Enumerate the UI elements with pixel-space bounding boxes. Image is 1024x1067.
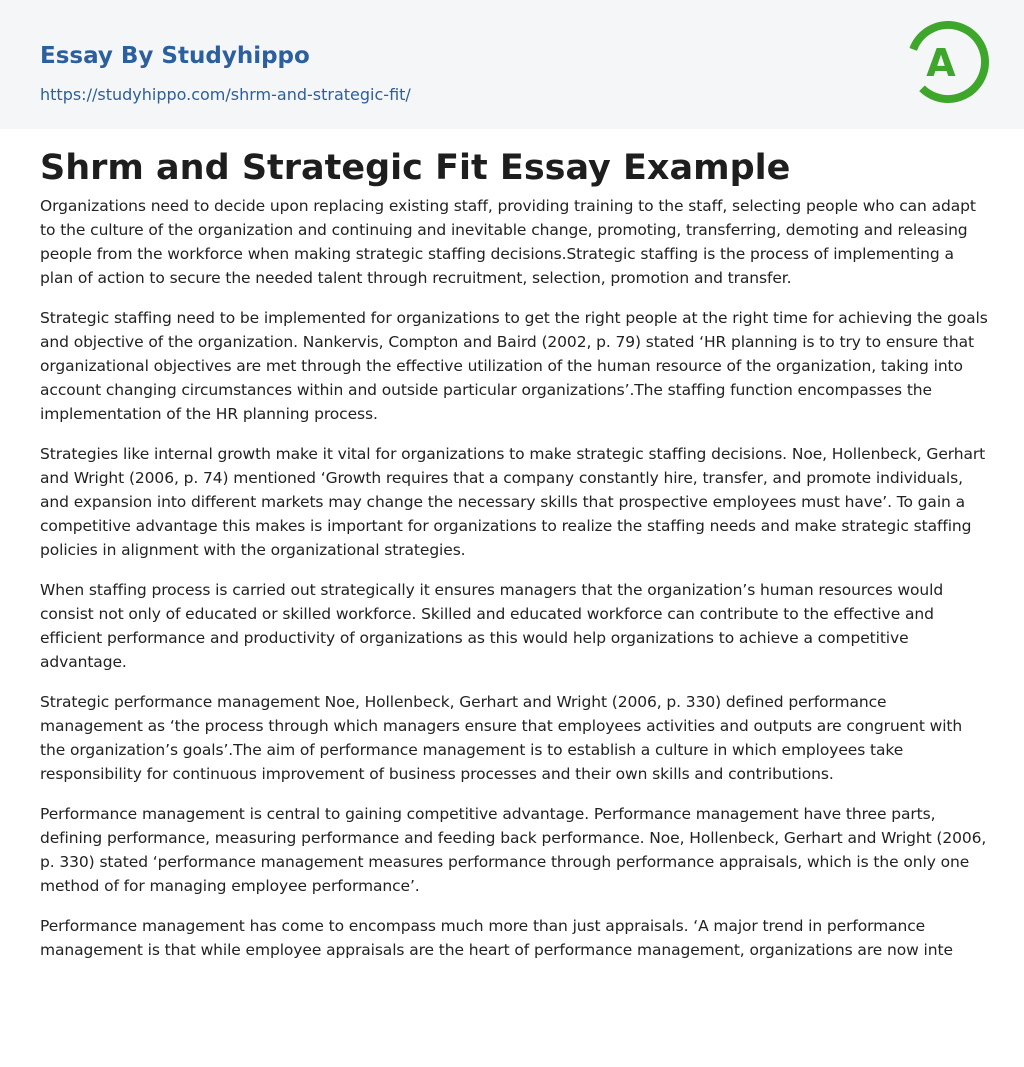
essay-paragraph: When staffing process is carried out strategically it ensures managers that the organization’s human resources would consist not only of educated or skilled workforce. Skilled and educated workforce can contribute to the effective and efficient performance and productivity of organizations as this would help organizations to achieve a competitive advantage. bbox=[40, 581, 944, 671]
essay-paragraph: Strategic staffing need to be implemented for organizations to get the right people at the right time for achieving the goals and objective of the organization. Nankervis, Compton and Baird (2002, p. 79) stated ‘HR planning is to try to ensure that organizational objectives are met through the effective utilization of the human resource of the organization, taking into account changing circumstances within and outside particular organizations’.The staffing function encompasses the implementation of the HR planning process. bbox=[40, 309, 988, 423]
essay-paragraph: Organizations need to decide upon replacing existing staff, providing training to the staff, selecting people who can adapt to the culture of the organization and continuing and inevitable change, promoting, transferring, demoting and releasing people from the workforce when making strategic staffing decisions.Strategic staffing is the process of implementing a plan of action to secure the needed talent through recruitment, selection, promotion and transfer. bbox=[40, 197, 976, 287]
essay-body bbox=[40, 194, 988, 978]
essay-paragraph: Performance management has come to encompass much more than just appraisals. ‘A major trend in performance management is that while employee appraisals are the heart of performance management, organizations are now inte bbox=[40, 917, 953, 959]
page-title: Shrm and Strategic Fit Essay Example bbox=[40, 148, 791, 188]
essay-paragraph: Strategies like internal growth make it vital for organizations to make strategic staffing decisions. Noe, Hollenbeck, Gerhart and Wright (2006, p. 74) mentioned ‘Growth requires that a company constantly hire, transfer, and promote individuals, and expansion into different markets may change the necessary skills that prospective employees must have’. To gain a competitive advantage this makes is important for organizations to realize the staffing needs and make strategic staffing policies in alignment with the organizational strategies. bbox=[40, 445, 986, 559]
logo-letter: A bbox=[926, 41, 956, 85]
essay-paragraph: Strategic performance management Noe, Hollenbeck, Gerhart and Wright (2006, p. 330) defined performance management as ‘the process through which managers ensure that employees activities and outputs are congruent with the organization’s goals’.The aim of performance management is to establish a culture in which employees take responsibility for continuous improvement of business processes and their own skills and contributions. bbox=[40, 693, 963, 783]
essay-paragraph: Performance management is central to gaining competitive advantage. Performance management have three parts, defining performance, measuring performance and feeding back performance. Noe, Hollenbeck, Gerhart and Wright (2006, p. 330) stated ‘performance management measures performance through performance appraisals, which is the only one method of for managing employee performance’. bbox=[40, 805, 987, 895]
page-url-link[interactable]: https://studyhippo.com/shrm-and-strategic-fit/ bbox=[40, 85, 411, 104]
site-header bbox=[0, 0, 1024, 129]
studyhippo-logo-icon[interactable] bbox=[900, 14, 996, 110]
site-brand[interactable]: Essay By Studyhippo bbox=[40, 43, 310, 69]
